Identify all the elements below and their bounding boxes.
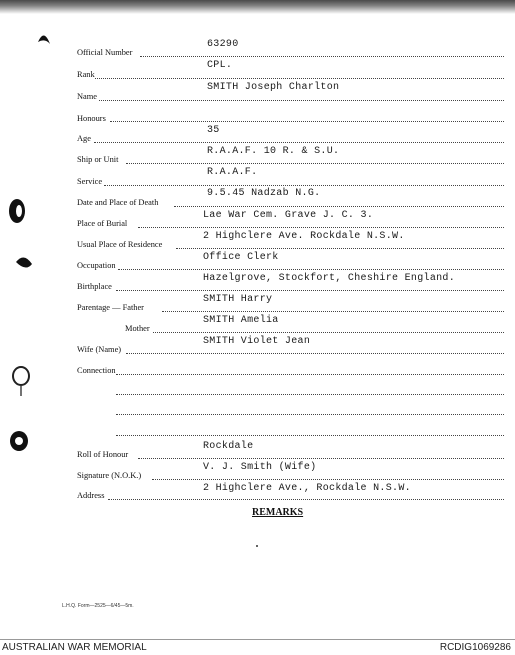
official-number-label: Official Number (77, 48, 133, 57)
roll-line (138, 458, 504, 459)
birthplace-label: Birthplace (77, 282, 112, 291)
connection-line-2 (116, 394, 504, 395)
remarks-heading: REMARKS (252, 507, 304, 518)
scan-top-edge (0, 0, 515, 14)
address-line (108, 499, 504, 500)
archive-footer (0, 639, 515, 655)
ship-unit-line (126, 163, 504, 164)
residence-value: 2 Highclere Ave. Rockdale N.S.W. (203, 231, 405, 242)
form-code: L.H.Q. Form—2525—6/45—5m. (62, 603, 134, 609)
binding-hole-icon (10, 364, 32, 398)
residence-line (176, 248, 504, 249)
connection-line-3 (116, 414, 504, 415)
burial-line (138, 227, 504, 228)
connection-label: Connection (77, 366, 116, 375)
signature-line (152, 479, 504, 480)
residence-label: Usual Place of Residence (77, 240, 163, 249)
age-value: 35 (207, 125, 220, 136)
official-number-line (140, 56, 504, 57)
father-label: Parentage — Father (77, 303, 144, 312)
rank-label: Rank (77, 70, 95, 79)
wife-label: Wife (Name) (77, 345, 122, 354)
burial-value: Lae War Cem. Grave J. C. 3. (203, 210, 374, 221)
record-id: RCDIG1069286 (439, 642, 511, 653)
ink-speck (256, 545, 258, 547)
rank-value: CPL. (207, 60, 233, 71)
service-line (104, 185, 504, 186)
archive-name: AUSTRALIAN WAR MEMORIAL (2, 642, 147, 653)
roll-value: Rockdale (203, 441, 254, 452)
wife-value: SMITH Violet Jean (203, 336, 311, 347)
address-value: 2 Highclere Ave., Rockdale N.S.W. (203, 483, 411, 494)
roll-label: Roll of Honour (77, 450, 129, 459)
signature-value: V. J. Smith (Wife) (203, 462, 317, 473)
official-number-value: 63290 (207, 39, 239, 50)
death-value: 9.5.45 Nadzab N.G. (207, 188, 321, 199)
occupation-value: Office Clerk (203, 252, 279, 263)
age-label: Age (77, 134, 91, 143)
mother-line (153, 332, 504, 333)
name-value: SMITH Joseph Charlton (207, 82, 340, 93)
birthplace-value: Hazelgrove, Stockfort, Cheshire England. (203, 273, 456, 284)
rank-line (95, 78, 504, 79)
signature-label: Signature (N.O.K.) (77, 471, 142, 480)
binding-hole-icon (36, 30, 52, 48)
connection-line-4 (116, 435, 504, 436)
age-line (94, 142, 504, 143)
birthplace-line (116, 290, 504, 291)
ship-unit-label: Ship or Unit (77, 155, 119, 164)
occupation-line (118, 269, 504, 270)
name-label: Name (77, 92, 97, 101)
name-line (99, 100, 504, 101)
connection-line-1 (116, 374, 504, 375)
address-label: Address (77, 491, 105, 500)
wife-line (126, 353, 504, 354)
service-value: R.A.A.F. (207, 167, 258, 178)
father-line (162, 311, 504, 312)
mother-label: Mother (125, 324, 150, 333)
mother-value: SMITH Amelia (203, 315, 279, 326)
occupation-label: Occupation (77, 261, 116, 270)
honours-line (110, 121, 504, 122)
death-line (174, 206, 504, 207)
binding-hole-icon (6, 196, 28, 226)
father-value: SMITH Harry (203, 294, 273, 305)
death-label: Date and Place of Death (77, 198, 159, 207)
binding-hole-icon (8, 428, 30, 454)
ship-unit-value: R.A.A.F. 10 R. & S.U. (207, 146, 340, 157)
honours-label: Honours (77, 114, 106, 123)
binding-hole-icon (14, 254, 34, 272)
burial-label: Place of Burial (77, 219, 128, 228)
service-label: Service (77, 177, 103, 186)
